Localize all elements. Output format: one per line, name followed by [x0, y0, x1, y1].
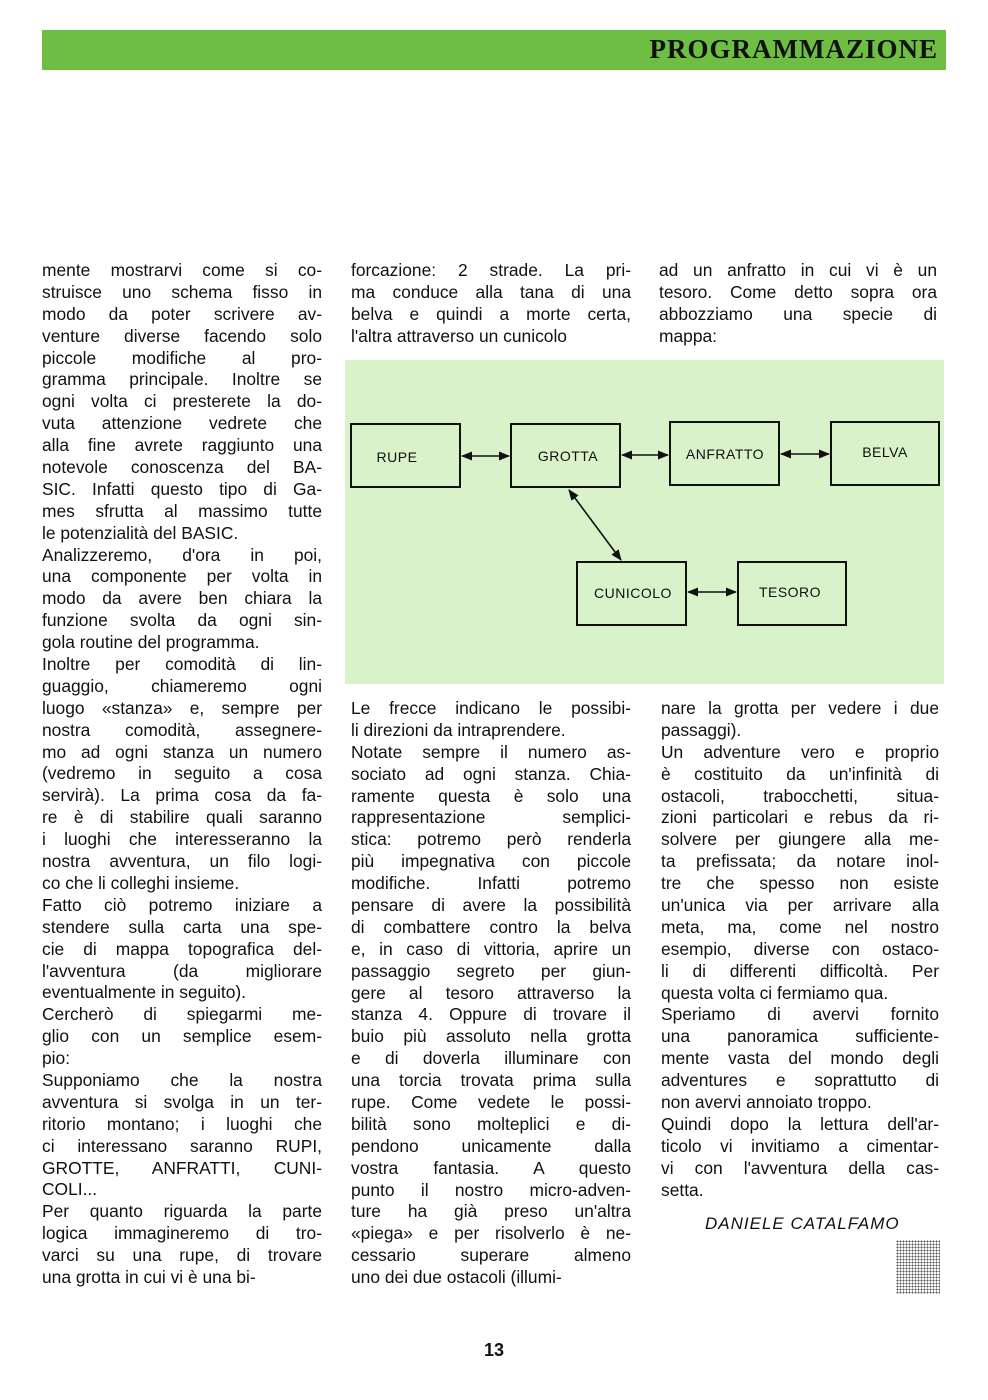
text-line: sociato ad ogni stanza. Chia- — [351, 763, 631, 784]
text-line: modo da poter scrivere av- — [42, 303, 322, 324]
text-line: tesoro. Come detto sopra ora — [659, 281, 937, 302]
article-column-2-bottom — [351, 698, 631, 1289]
text-line: nostra comodità, assegnere- — [42, 719, 322, 740]
text-line: ad un anfratto in cui vi è un — [659, 260, 937, 280]
text-line: e, in caso di vittoria, aprire un — [351, 938, 631, 959]
text-line: nostra avventura, un filo logi- — [42, 851, 322, 872]
text-line: Per quanto riguarda la parte — [42, 1201, 322, 1222]
text-line: Analizzeremo, d'ora in poi, — [42, 544, 322, 565]
text-line: pio: — [42, 1048, 71, 1069]
text-line: li direzioni da intraprendere. — [351, 719, 566, 740]
room-label-belva: BELVA — [862, 444, 908, 460]
room-label-anfratto: ANFRATTO — [685, 446, 765, 462]
text-line: ture ha già preso un'altra — [351, 1201, 631, 1222]
text-line: le potenzialità del BASIC. — [42, 522, 239, 543]
adventure-map-diagram — [345, 360, 944, 684]
text-line: mente vasta del mondo degli — [661, 1048, 939, 1069]
article-column-3-bottom — [661, 698, 939, 1201]
page-number: 13 — [483, 1340, 505, 1360]
text-line: passaggio segreto per giun- — [351, 960, 631, 981]
text-line: SIC. Infatti questo tipo di Ga- — [42, 478, 322, 499]
text-line: pensare di avere la possibilità — [351, 895, 631, 916]
end-of-article-dot-pattern — [896, 1240, 940, 1294]
text-line: piccole modifiche al pro- — [42, 347, 322, 368]
text-line: glio con un semplice esem- — [42, 1026, 322, 1047]
article-column-3-top — [659, 260, 937, 348]
text-line: buio più assoluto nella grotta — [351, 1026, 631, 1047]
text-line: più impegnativa con piccole — [351, 851, 631, 872]
text-line: passaggi). — [661, 719, 742, 740]
text-line: forcazione: 2 strade. La pri- — [351, 260, 631, 280]
text-line: l'altra attraverso un cunicolo — [351, 325, 567, 346]
text-line: vuta attenzione vedrete che — [42, 413, 322, 434]
text-line: una torcia trovata prima sulla — [351, 1070, 631, 1091]
text-line: non avervi annoiato troppo. — [661, 1092, 872, 1113]
text-line: guaggio, chiameremo ogni — [42, 675, 322, 696]
text-line: gere al tesoro attraverso la — [351, 982, 631, 1003]
text-line: mente mostrarvi come si co- — [42, 260, 322, 280]
text-line: e di doverla illuminare con — [351, 1048, 631, 1069]
room-label-grotta: GROTTA — [537, 448, 599, 464]
text-line: ritorio montano; i luoghi che — [42, 1113, 322, 1134]
room-label-tesoro: TESORO — [758, 584, 822, 600]
text-line: questa volta ci fermiamo qua. — [661, 982, 889, 1003]
text-line: alla fine avrete raggiunto una — [42, 435, 322, 456]
text-line: Cercherò di spiegarmi me- — [42, 1004, 322, 1025]
text-line: punto il nostro micro-adven- — [351, 1179, 631, 1200]
text-line: «piega» e per risolverlo è ne- — [351, 1223, 631, 1244]
text-line: una panoramica sufficiente- — [661, 1026, 939, 1047]
text-line: abbozziamo una specie di — [659, 303, 937, 324]
text-line: un'unica via per arrivare alla — [661, 895, 939, 916]
text-line: i luoghi che interesseranno la — [42, 829, 322, 850]
text-line: adventures e soprattutto di — [661, 1070, 939, 1091]
text-line: Quindi dopo la lettura dell'ar- — [661, 1113, 939, 1134]
text-line: ogni volta ci presterete la do- — [42, 391, 322, 412]
text-line: bilità sono molteplici e di- — [351, 1113, 631, 1134]
text-line: tre che spesso non esiste — [661, 873, 939, 894]
section-header-bar — [42, 30, 946, 70]
text-line: Notate sempre il numero as- — [351, 741, 631, 762]
text-line: co che li colleghi insieme. — [42, 872, 240, 893]
text-line: zioni particolari e rebus da ri- — [661, 807, 939, 828]
text-line: vostra fantasia. A questo — [351, 1157, 631, 1178]
text-line: stica: potremo però renderla — [351, 829, 631, 850]
text-line: luogo «stanza» e, sempre per — [42, 697, 322, 718]
text-line: mes sfrutta al massimo tutte — [42, 500, 322, 521]
text-line: gola routine del programma. — [42, 632, 260, 653]
text-line: setta. — [661, 1179, 704, 1200]
arrow-grotta-cunicolo — [569, 490, 621, 560]
text-line: struisce uno schema fisso in — [42, 281, 322, 302]
text-line: GROTTE, ANFRATTI, CUNI- — [42, 1157, 322, 1178]
text-line: l'avventura (da migliorare — [42, 960, 322, 981]
room-label-rupe: RUPE — [376, 449, 418, 465]
text-line: avventura si svolga in un ter- — [42, 1091, 322, 1112]
text-line: re è di stabilire quali saranno — [42, 807, 322, 828]
section-title: PROGRAMMAZIONE — [649, 34, 938, 64]
text-line: vi con l'avventura della cas- — [661, 1157, 939, 1178]
text-line: varci su una rupe, di trovare — [42, 1245, 322, 1266]
text-line: stanza 4. Oppure di trovare il — [351, 1004, 631, 1025]
text-line: ramente questa è solo una — [351, 785, 631, 806]
text-line: mappa: — [659, 325, 718, 346]
text-line: Fatto ciò potremo iniziare a — [42, 894, 322, 915]
text-line: belva e quindi a morte certa, — [351, 303, 631, 324]
author-signature: DANIELE CATALFAMO — [705, 1214, 900, 1233]
text-line: cessario superare almeno — [351, 1245, 631, 1266]
room-label-cunicolo: CUNICOLO — [594, 585, 672, 601]
text-line: notevole conoscenza del BA- — [42, 457, 322, 478]
text-line: logica immagineremo di tro- — [42, 1223, 322, 1244]
text-line: cie di mappa topografica del- — [42, 938, 322, 959]
text-line: ostacoli, trabocchetti, situa- — [661, 785, 939, 806]
text-line: COLI... — [42, 1179, 98, 1200]
text-line: ci interessano saranno RUPI, — [42, 1135, 322, 1156]
text-line: nare la grotta per vedere i due — [661, 698, 939, 718]
text-line: una componente per volta in — [42, 566, 322, 587]
text-line: esempio, diverse con ostaco- — [661, 938, 939, 959]
text-line: è costituito da un'infinità di — [661, 763, 939, 784]
text-line: Speriamo di avervi fornito — [661, 1004, 939, 1025]
text-line: ma conduce alla tana di una — [351, 281, 631, 302]
text-line: eventualmente in seguito). — [42, 982, 246, 1003]
text-line: venture diverse facendo solo — [42, 325, 322, 346]
text-line: Inoltre per comodità di lin- — [42, 654, 322, 675]
text-line: Un adventure vero e proprio — [661, 741, 939, 762]
text-line: modo da avere ben chiara la — [42, 588, 322, 609]
text-line: Le frecce indicano le possibi- — [351, 698, 631, 718]
text-line: pendono unicamente dalla — [351, 1135, 631, 1156]
text-line: di combattere contro la belva — [351, 916, 631, 937]
text-line: ta prefissata; da notare inol- — [661, 851, 939, 872]
article-column-2-top — [351, 260, 631, 348]
text-line: stendere sulla carta una spe- — [42, 916, 322, 937]
text-line: uno dei due ostacoli (illumi- — [351, 1267, 562, 1288]
text-line: ticolo vi invitiamo a cimentar- — [661, 1135, 939, 1156]
text-line: mo ad ogni stanza un numero — [42, 741, 322, 762]
text-line: (vedremo in seguito a cosa — [42, 763, 322, 784]
text-line: rupe. Come vedete le possi- — [351, 1092, 631, 1113]
text-line: li di differenti difficoltà. Per — [661, 960, 939, 981]
text-line: meta, ma, come nel nostro — [661, 916, 939, 937]
text-line: una grotta in cui vi è una bi- — [42, 1266, 256, 1287]
text-line: gramma principale. Inoltre se — [42, 369, 322, 390]
text-line: funzione svolta da ogni sin- — [42, 610, 322, 631]
text-line: servirà). La prima cosa da fa- — [42, 785, 322, 806]
article-column-1 — [42, 260, 322, 1289]
text-line: rappresentazione semplici- — [351, 807, 631, 828]
text-line: solvere per giungere alla me- — [661, 829, 939, 850]
text-line: Supponiamo che la nostra — [42, 1069, 322, 1090]
text-line: modifiche. Infatti potremo — [351, 873, 631, 894]
